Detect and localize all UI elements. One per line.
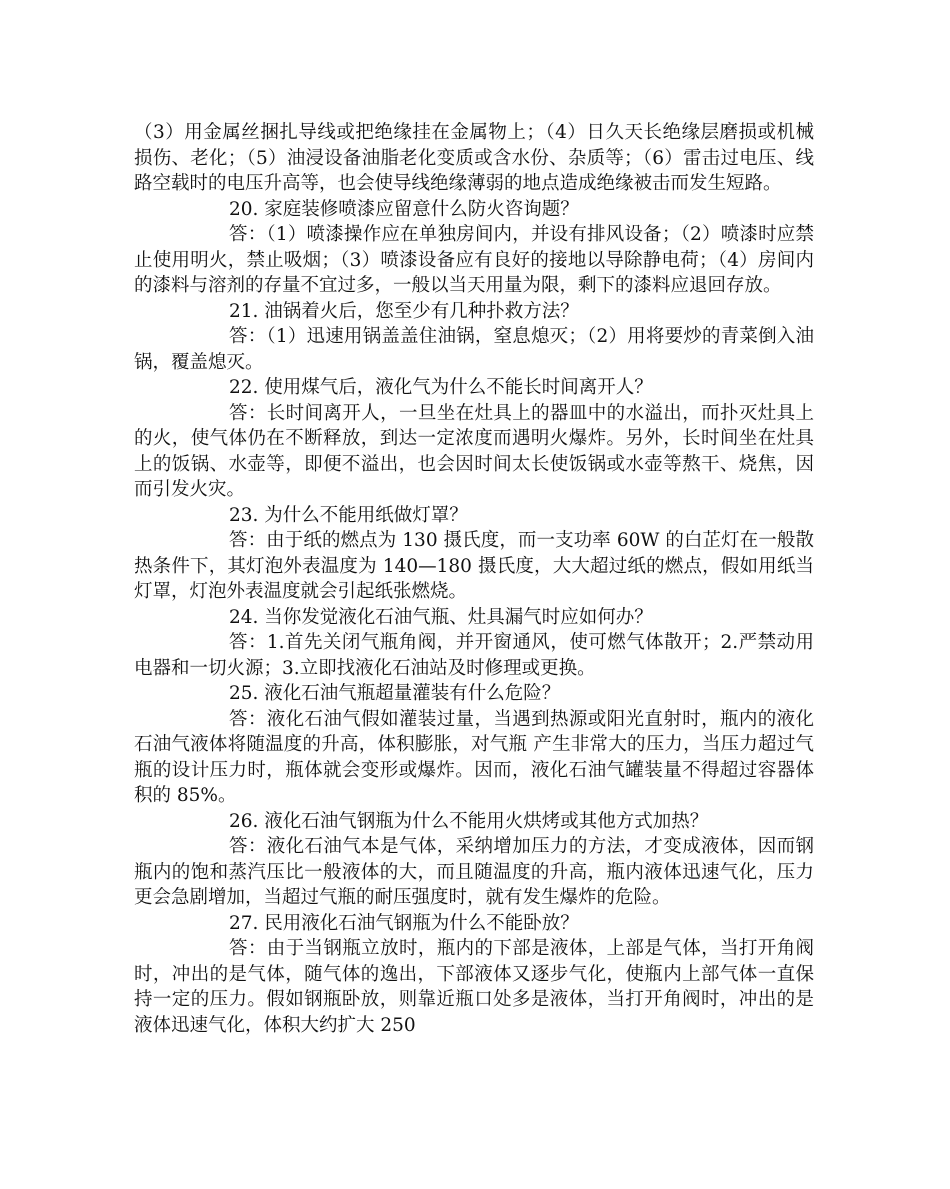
question-24: 24. 当你发觉液化石油气瓶、灶具漏气时应如何办？ bbox=[229, 606, 653, 628]
question-27: 27. 民用液化石油气钢瓶为什么不能卧放？ bbox=[229, 912, 579, 934]
question-22: 22. 使用煤气后，液化气为什么不能长时间离开人？ bbox=[229, 377, 653, 398]
question-23: 23. 为什么不能用纸做灯罩？ bbox=[229, 504, 468, 526]
answer-21: 答：（1）迅速用锅盖盖住油锅，窒息熄灭；（2）用将要炒的青菜倒入油锅，覆盖熄灭。 bbox=[134, 326, 814, 373]
question-21: 21. 油锅着火后，您至少有几种扑救方法？ bbox=[229, 300, 579, 322]
answer-24: 答：1.首先关闭气瓶角阀，并开窗通风，使可燃气体散开；2.严禁动用电器和一切火源；3.立即找液化石油站及时修理或更换。 bbox=[134, 632, 814, 679]
answer-23: 答：由于纸的燃点为 130 摄氏度，而一支功率 60W 的白芷灯在一般散热条件下，其灯泡外表温度为 140—180 摄氏度，大大超过纸的燃点，假如用纸当灯罩，灯泡外表温度就会引起纸张燃烧。 bbox=[134, 530, 814, 602]
question-25: 25. 液化石油气瓶超量灌装有什么危险？ bbox=[229, 683, 561, 704]
answer-20: 答：（1）喷漆操作应在单独房间内，并设有排风设备；（2）喷漆时应禁止使用明火，禁止吸烟；（3）喷漆设备应有良好的接地以导除静电荷；（4）房间内的漆料与溶剂的存量不宜过多，一般以当天用量为限，剩下的漆料应退回存放。 bbox=[134, 224, 814, 296]
answer-27: 答：由于当钢瓶立放时，瓶内的下部是液体，上部是气体，当打开角阀时，冲出的是气体，随气体的逸出，下部液体又逐步气化，使瓶内上部气体一直保持一定的压力。假如钢瓶卧放，则靠近瓶口处多是液体，当打开角阀时，冲出的是液体迅速气化，体积大约扩大 250 bbox=[134, 938, 814, 1036]
question-20: 20. 家庭装修喷漆应留意什么防火咨询题？ bbox=[229, 198, 579, 220]
document-body bbox=[134, 120, 814, 1038]
answer-22: 答：长时间离开人，一旦坐在灶具上的器皿中的水溢出，而扑灭灶具上的火，使气体仍在不断释放，到达一定浓度而遇明火爆炸。另外，长时间坐在灶具上的饭锅、水壶等，即便不溢出，也会因时间太长使饭锅或水壶等熬干、烧焦，因而引发火灾。 bbox=[134, 402, 814, 500]
question-26: 26. 液化石油气钢瓶为什么不能用火烘烤或其他方式加热？ bbox=[229, 810, 709, 832]
paragraph-continuation: （3）用金属丝捆扎导线或把绝缘挂在金属物上；（4）日久天长绝缘层磨损或机械损伤、老化；（5）油浸设备油脂老化变质或含水份、杂质等；（6）雷击过电压、线路空载时的电压升高等，也会使导线绝缘薄弱的地点造成绝缘被击而发生短路。 bbox=[134, 122, 814, 194]
answer-26: 答：液化石油气本是气体，采纳增加压力的方法，才变成液体，因而钢瓶内的饱和蒸汽压比一般液体的大，而且随温度的升高，瓶内液体迅速气化，压力更会急剧增加，当超过气瓶的耐压强度时，就有发生爆炸的危险。 bbox=[134, 836, 814, 908]
answer-25: 答：液化石油气假如灌装过量，当遇到热源或阳光直射时，瓶内的液化石油气液体将随温度的升高，体积膨胀，对气瓶 产生非常大的压力，当压力超过气瓶的设计压力时，瓶体就会变形或爆炸。因而，液化石油气罐装量不得超过容器体积的 85%。 bbox=[134, 708, 814, 806]
